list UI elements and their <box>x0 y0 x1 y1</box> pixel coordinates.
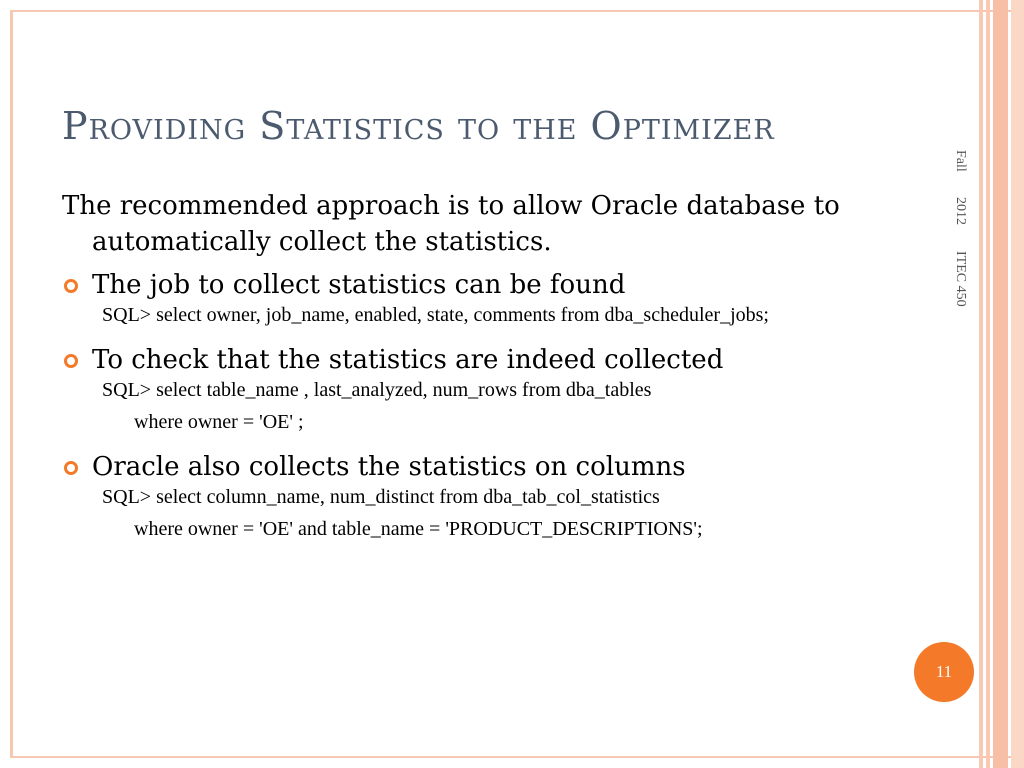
slide-body <box>62 188 922 543</box>
frame-top-border <box>10 10 1024 12</box>
bullet-item <box>62 268 922 302</box>
page-number-badge <box>914 642 974 702</box>
right-decor-stripe <box>993 0 1008 768</box>
sql-code-line: where owner = 'OE' and table_name = 'PRODUCT_DESCRIPTIONS'; <box>134 518 703 540</box>
side-footer-label <box>952 150 968 328</box>
bullet-text: Oracle also collects the statistics on columns <box>92 452 686 482</box>
sql-code-line: where owner = 'OE' ; <box>134 411 304 433</box>
frame-left-border <box>10 10 13 758</box>
sql-code-line: SQL> select column_name, num_distinct from dba_tab_col_statistics <box>102 486 660 508</box>
side-course: ITEC 450 <box>953 250 968 307</box>
bullet-circle-icon <box>64 461 78 475</box>
bullet-item <box>62 343 922 377</box>
bullet-circle-icon <box>64 354 78 368</box>
right-decor-stripe <box>986 0 990 768</box>
page-number: 11 <box>935 662 953 681</box>
slide-title: Providing Statistics to the Optimizer <box>62 104 775 148</box>
bullet-text: The job to collect statistics can be found <box>92 270 626 300</box>
sql-code-line: SQL> select owner, job_name, enabled, state, comments from dba_scheduler_jobs; <box>102 304 769 326</box>
side-year: 2012 <box>953 197 968 226</box>
bullet-item <box>62 450 922 484</box>
bullet-text: To check that the statistics are indeed collected <box>92 345 724 375</box>
frame-bottom-border <box>10 756 1024 758</box>
right-decor-stripe <box>1011 0 1024 768</box>
side-season: Fall <box>953 150 968 172</box>
right-decor-stripe <box>979 0 983 768</box>
sql-code-line: SQL> select table_name , last_analyzed, num_rows from dba_tables <box>102 379 652 401</box>
intro-paragraph: The recommended approach is to allow Oracle database to automatically collect the statistics. <box>62 191 840 257</box>
bullet-circle-icon <box>64 279 78 293</box>
